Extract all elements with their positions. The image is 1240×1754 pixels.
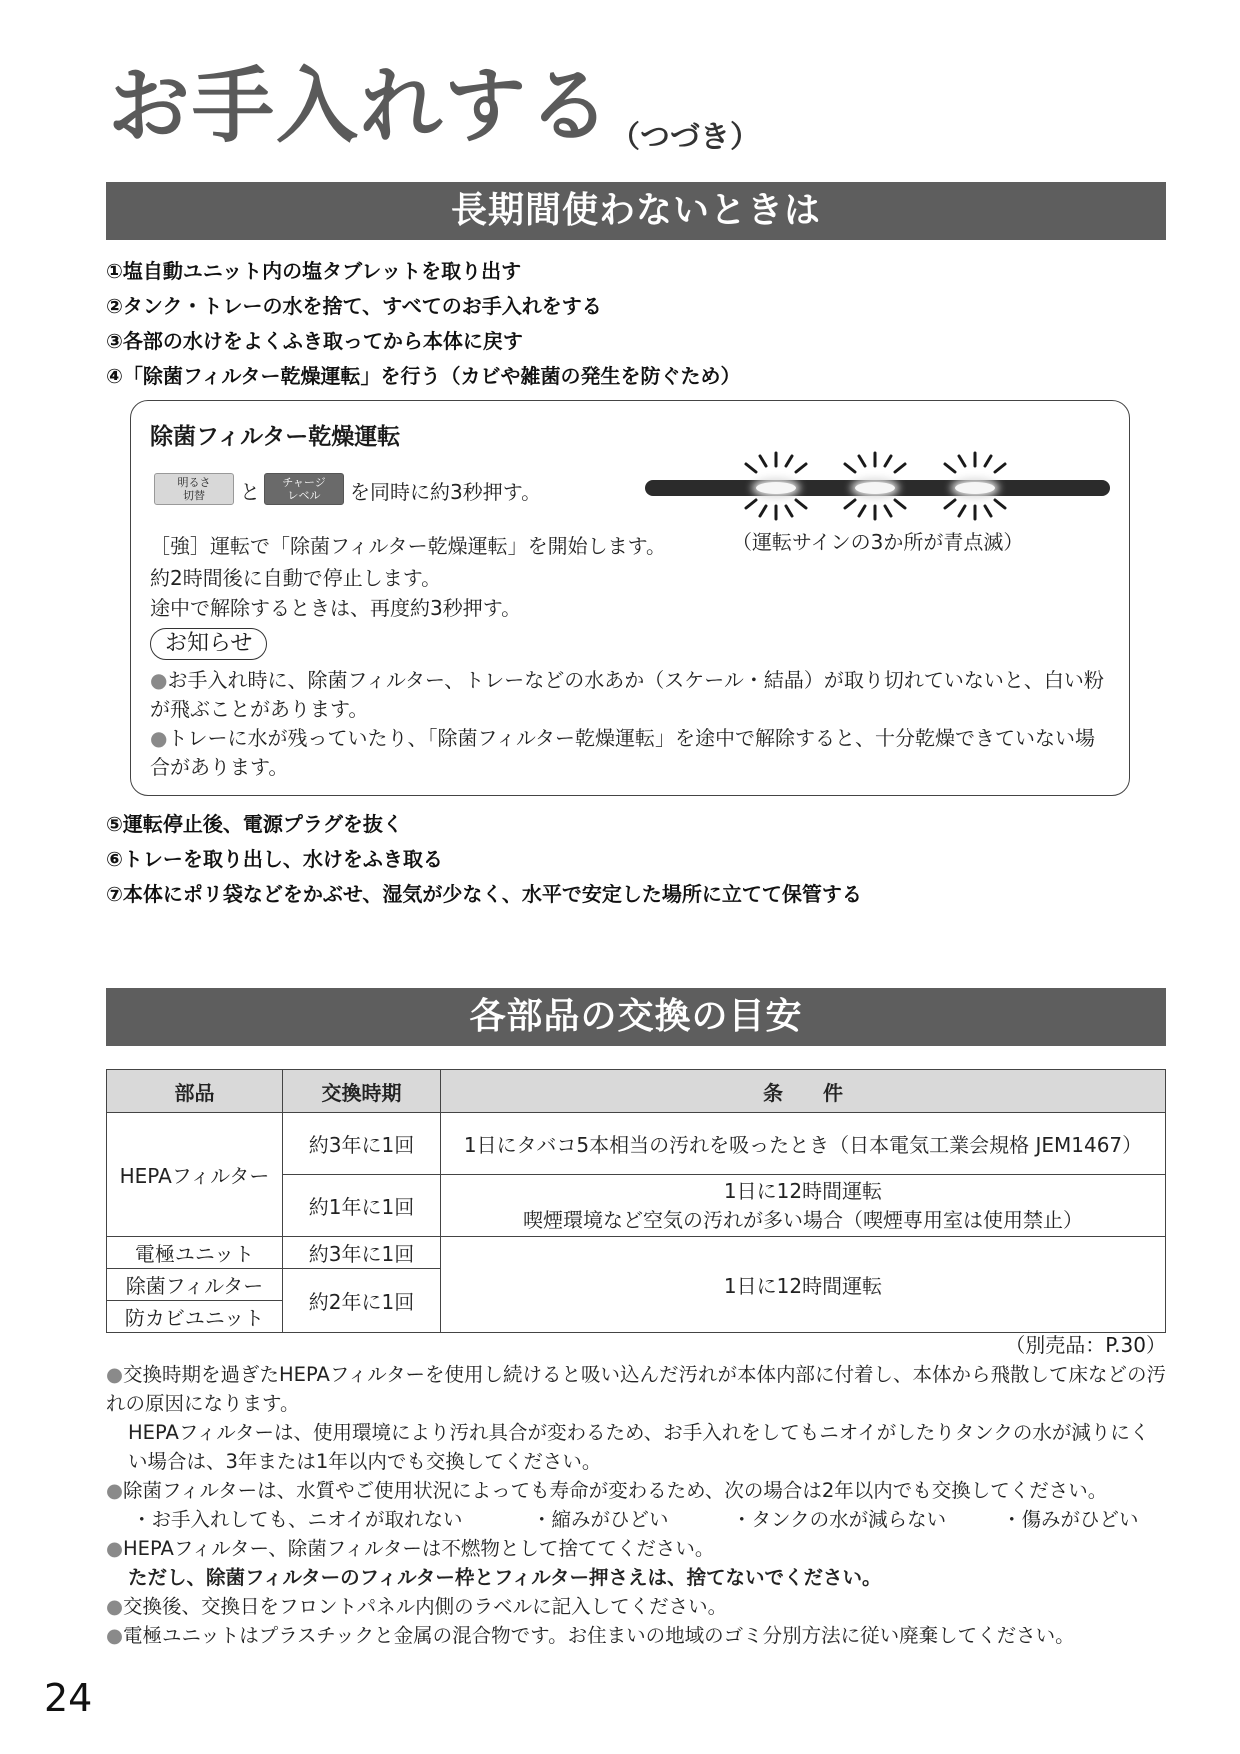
step-1: ①塩自動ユニット内の塩タブレットを取り出す (106, 259, 522, 283)
step-2: ②タンク・トレーの水を捨て、すべてのお手入れをする (106, 294, 602, 318)
notice-label: お知らせ (150, 628, 267, 660)
page-number: 24 (44, 1676, 93, 1720)
box-line-2: 約2時間後に自動で停止します。 (150, 566, 442, 590)
replacement-table (106, 1069, 1166, 1333)
charge-level-key-icon: チャージ レベル (264, 473, 344, 505)
bullet-icon: ● (106, 1537, 124, 1560)
blink-rays-icon (740, 450, 1020, 522)
and-text: と (240, 480, 260, 504)
table-cell-part: 除菌フィルター (107, 1269, 283, 1301)
footnote-item: HEPAフィルターは、使用環境により汚れ具合が変わるため、お手入れをしてもニオイがしたりタンクの水が減りにくい場合は、3年または1年以内でも交換してください。 (128, 1421, 1150, 1473)
footnote-subitem: ・タンクの水が減らない (732, 1508, 947, 1531)
table-cell-period: 約1年に1回 (283, 1175, 441, 1237)
step-6: ⑥トレーを取り出し、水けをふき取る (106, 847, 443, 871)
table-cell-condition: 1日に12時間運転 喫煙環境など空気の汚れが多い場合（喫煙専用室は使用禁止） (441, 1175, 1166, 1237)
table-cell-condition: 1日にタバコ5本相当の汚れを吸ったとき（日本電気工業会規格 JEM1467） (441, 1113, 1166, 1175)
footnote-subitem: ・傷みがひどい (1002, 1508, 1139, 1531)
table-header: 部品 (107, 1070, 283, 1113)
footnote-subitem: ・縮みがひどい (532, 1508, 669, 1531)
step-4: ④「除菌フィルター乾燥運転」を行う（カビや雑菌の発生を防ぐため） (106, 364, 741, 388)
footnote-item: ●HEPAフィルター、除菌フィルターは不燃物として捨ててください。 (106, 1537, 715, 1560)
table-cell-condition: 1日に12時間運転 (441, 1237, 1166, 1333)
bullet-icon: ● (106, 1363, 124, 1386)
bullet-icon: ● (106, 1595, 124, 1618)
led-caption: （運転サインの3か所が青点滅） (732, 530, 1024, 554)
step-7: ⑦本体にポリ袋などをかぶせ、湿気が少なく、水平で安定した場所に立てて保管する (106, 882, 862, 906)
notice-item: ●トレーに水が残っていたり、「除菌フィルター乾燥運転」を途中で解除すると、十分乾燥できていない場合があります。 (150, 726, 1096, 779)
bullet-icon: ● (150, 726, 168, 750)
table-header: 条 件 (441, 1070, 1166, 1113)
page-title-sub: （つづき） (610, 120, 760, 155)
table-cell-period: 約3年に1回 (283, 1237, 441, 1269)
table-cell-part: HEPAフィルター (107, 1113, 283, 1237)
table-cell-period: 約2年に1回 (283, 1269, 441, 1333)
footnote-item: ●電極ユニットはプラスチックと金属の混合物です。お住まいの地域のゴミ分別方法に従い廃棄してください。 (106, 1624, 1075, 1647)
footnote-subitem: ・お手入れしても、ニオイが取れない (132, 1508, 463, 1531)
press-instruction: を同時に約3秒押す。 (350, 480, 542, 504)
footnote-item: ●交換時期を過ぎたHEPAフィルターを使用し続けると吸い込んだ汚れが本体内部に付着し、本体から飛散して床などの汚れの原因になります。 (106, 1363, 1167, 1415)
table-cell-period: 約3年に1回 (283, 1113, 441, 1175)
footnote-emphasis: ただし、除菌フィルターのフィルター枠とフィルター押さえは、捨てないでください。 (128, 1566, 882, 1589)
table-cell-part: 電極ユニット (107, 1237, 283, 1269)
page-title: お手入れする (108, 59, 613, 154)
table-cell-part: 防カビユニット (107, 1301, 283, 1333)
notice-item: ●お手入れ時に、除菌フィルター、トレーなどの水あか（スケール・結晶）が取り切れていないと、白い粉が飛ぶことがあります。 (150, 668, 1104, 721)
step-5: ⑤運転停止後、電源プラグを抜く (106, 812, 403, 836)
bullet-icon: ● (106, 1624, 124, 1647)
bullet-icon: ● (106, 1479, 124, 1502)
table-header: 交換時期 (283, 1070, 441, 1113)
section-heading-long-storage: 長期間使わないときは (106, 182, 1166, 240)
section-heading-replacement: 各部品の交換の目安 (106, 988, 1166, 1046)
brightness-key-icon: 明るさ 切替 (154, 473, 234, 505)
sold-separately-note: （別売品：P.30） (1005, 1333, 1166, 1357)
box-line-3: 途中で解除するときは、再度約3秒押す。 (150, 596, 522, 620)
box-title: 除菌フィルター乾燥運転 (150, 424, 401, 450)
footnote-item: ●除菌フィルターは、水質やご使用状況によっても寿命が変わるため、次の場合は2年以内でも交換してください。 (106, 1479, 1108, 1502)
footnote-item: ●交換後、交換日をフロントパネル内側のラベルに記入してください。 (106, 1595, 728, 1618)
box-line-1: ［強］運転で「除菌フィルター乾燥運転」を開始します。 (150, 534, 666, 558)
bullet-icon: ● (150, 668, 168, 692)
step-3: ③各部の水けをよくふき取ってから本体に戻す (106, 329, 523, 353)
